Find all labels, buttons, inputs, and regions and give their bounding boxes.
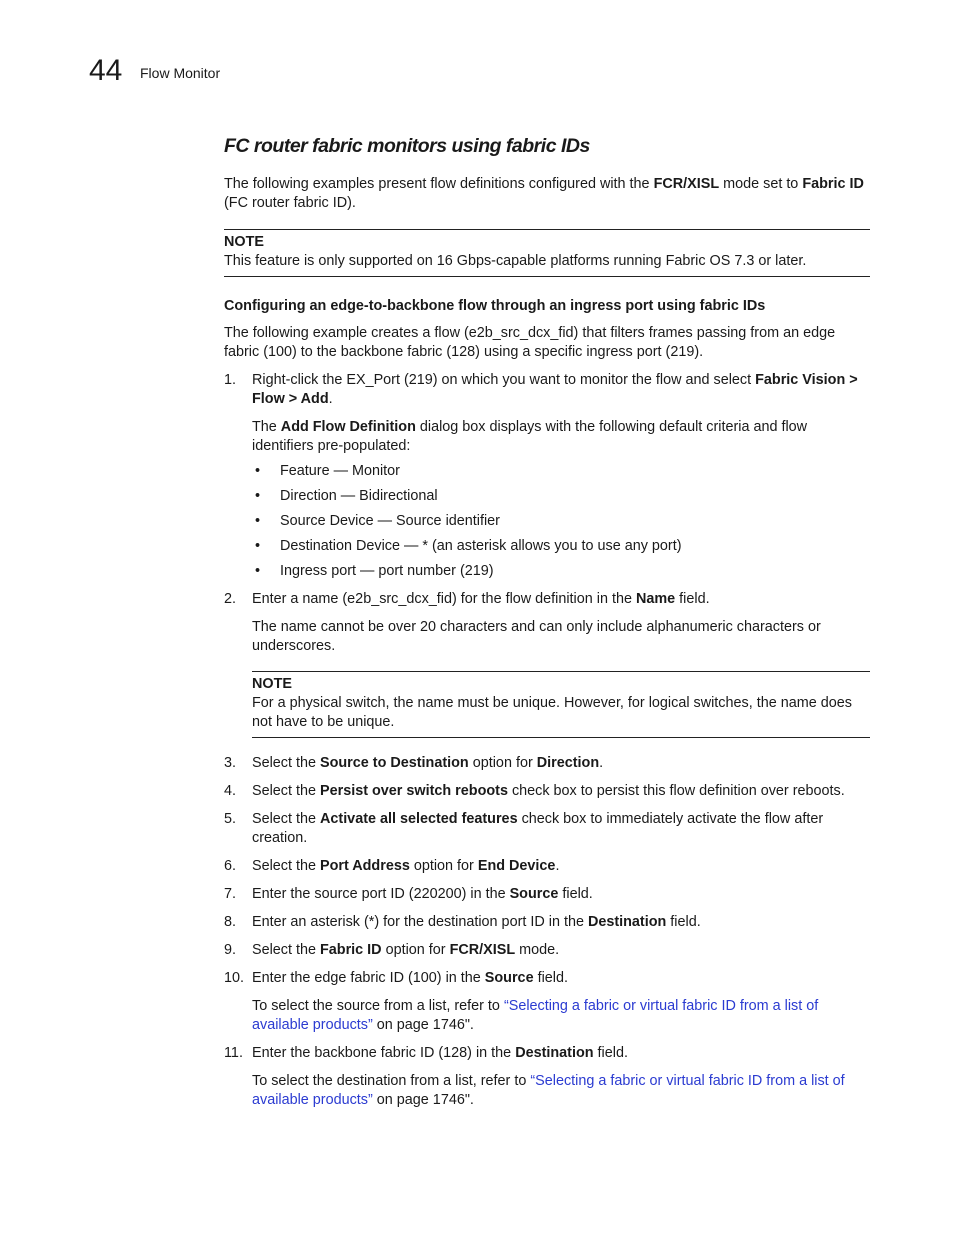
default-criteria-list xyxy=(252,462,870,581)
list-item: • Destination Device — * (an asterisk allows you to use any port) xyxy=(252,537,870,556)
step-number: 9. xyxy=(224,942,237,958)
intro-paragraph: The following examples present flow definitions configured with the FCR/XISL mode set to Fabric ID (FC router fabric ID). xyxy=(224,176,864,211)
step-number: 7. xyxy=(224,886,237,902)
step-1-detail: The Add Flow Definition dialog box displays with the following default criteria and flow identifiers pre-populated: xyxy=(252,419,808,454)
subsection-intro: The following example creates a flow (e2b_src_dcx_fid) that filters frames passing from an edge fabric (100) to the backbone fabric (128) using a specific ingress port (219). xyxy=(224,325,836,360)
list-item: • Feature — Monitor xyxy=(252,462,870,481)
step-number: 8. xyxy=(224,914,237,930)
step-list xyxy=(224,371,870,1110)
step-11: 11. Enter the backbone fabric ID (128) in the Destination field. To select the destination from a list, refer to “Selecting a fabric or virtual fabric ID from a list of available products” on page 1746". xyxy=(224,1044,870,1110)
note-label: NOTE xyxy=(224,234,264,250)
step-2-detail: The name cannot be over 20 characters and can only include alphanumeric characters or underscores. xyxy=(252,619,821,654)
step-5: 5. Select the Activate all selected features check box to immediately activate the flow after creation. xyxy=(224,811,824,846)
subsection-title: Configuring an edge-to-backbone flow through an ingress port using fabric IDs xyxy=(224,298,766,314)
step-number: 6. xyxy=(224,858,237,874)
section-title: FC router fabric monitors using fabric IDs xyxy=(224,135,590,157)
note-box xyxy=(252,671,870,738)
step-number: 11. xyxy=(224,1045,243,1061)
cross-reference-link[interactable]: “Selecting a fabric or virtual fabric ID from a list of available products” xyxy=(252,1073,845,1108)
step-number: 1. xyxy=(224,372,237,388)
step-11-detail: To select the destination from a list, refer to “Selecting a fabric or virtual fabric ID from a list of available products” on page 1746". xyxy=(252,1073,845,1108)
note-box xyxy=(224,229,870,277)
list-item: • Ingress port — port number (219) xyxy=(252,562,870,581)
step-10-detail: To select the source from a list, refer to “Selecting a fabric or virtual fabric ID from a list of available products” on page 1746". xyxy=(252,998,819,1033)
step-8: 8. Enter an asterisk (*) for the destination port ID in the Destination field. xyxy=(224,914,701,930)
step-4: 4. Select the Persist over switch reboots check box to persist this flow definition over reboots. xyxy=(224,783,845,799)
step-1: 1. Right-click the EX_Port (219) on which you want to monitor the flow and select Fabric Vision > Flow > Add. The Add Flow Definition dialog box displays with the following default criteria and flow identifiers pre-populated: • Feature — Monitor • Direction — Bidirectional • Source Device — Source identifier • Destination Device — * (an asterisk allows you to use any port) • Ingress port — port number (219) xyxy=(224,371,870,581)
note-label: NOTE xyxy=(252,676,292,692)
step-number: 3. xyxy=(224,755,237,771)
list-item: • Source Device — Source identifier xyxy=(252,512,870,531)
step-10: 10. Enter the edge fabric ID (100) in the Source field. To select the source from a list, refer to “Selecting a fabric or virtual fabric ID from a list of available products” on page 1746". xyxy=(224,969,870,1035)
step-2: 2. Enter a name (e2b_src_dcx_fid) for the flow definition in the Name field. The name cannot be over 20 characters and can only include alphanumeric characters or underscores. NOTE For a physical switch, the name must be unique. However, for logical switches, the name does not have to be unique. xyxy=(224,590,870,738)
list-item: • Direction — Bidirectional xyxy=(252,487,870,506)
step-number: 2. xyxy=(224,591,237,607)
step-3: 3. Select the Source to Destination option for Direction. xyxy=(224,755,604,771)
chapter-number: 44 xyxy=(89,54,123,87)
page-content xyxy=(224,133,870,1110)
note-text: This feature is only supported on 16 Gbps-capable platforms running Fabric OS 7.3 or later. xyxy=(224,253,807,269)
chapter-title: Flow Monitor xyxy=(140,65,221,81)
step-number: 10. xyxy=(224,970,245,986)
step-7: 7. Enter the source port ID (220200) in the Source field. xyxy=(224,886,593,902)
step-6: 6. Select the Port Address option for End Device. xyxy=(224,858,560,874)
cross-reference-link[interactable]: “Selecting a fabric or virtual fabric ID from a list of available products” xyxy=(252,998,819,1033)
step-number: 5. xyxy=(224,811,237,827)
step-number: 4. xyxy=(224,783,237,799)
step-9: 9. Select the Fabric ID option for FCR/XISL mode. xyxy=(224,942,560,958)
note-text: For a physical switch, the name must be unique. However, for logical switches, the name does not have to be unique. xyxy=(252,695,852,730)
